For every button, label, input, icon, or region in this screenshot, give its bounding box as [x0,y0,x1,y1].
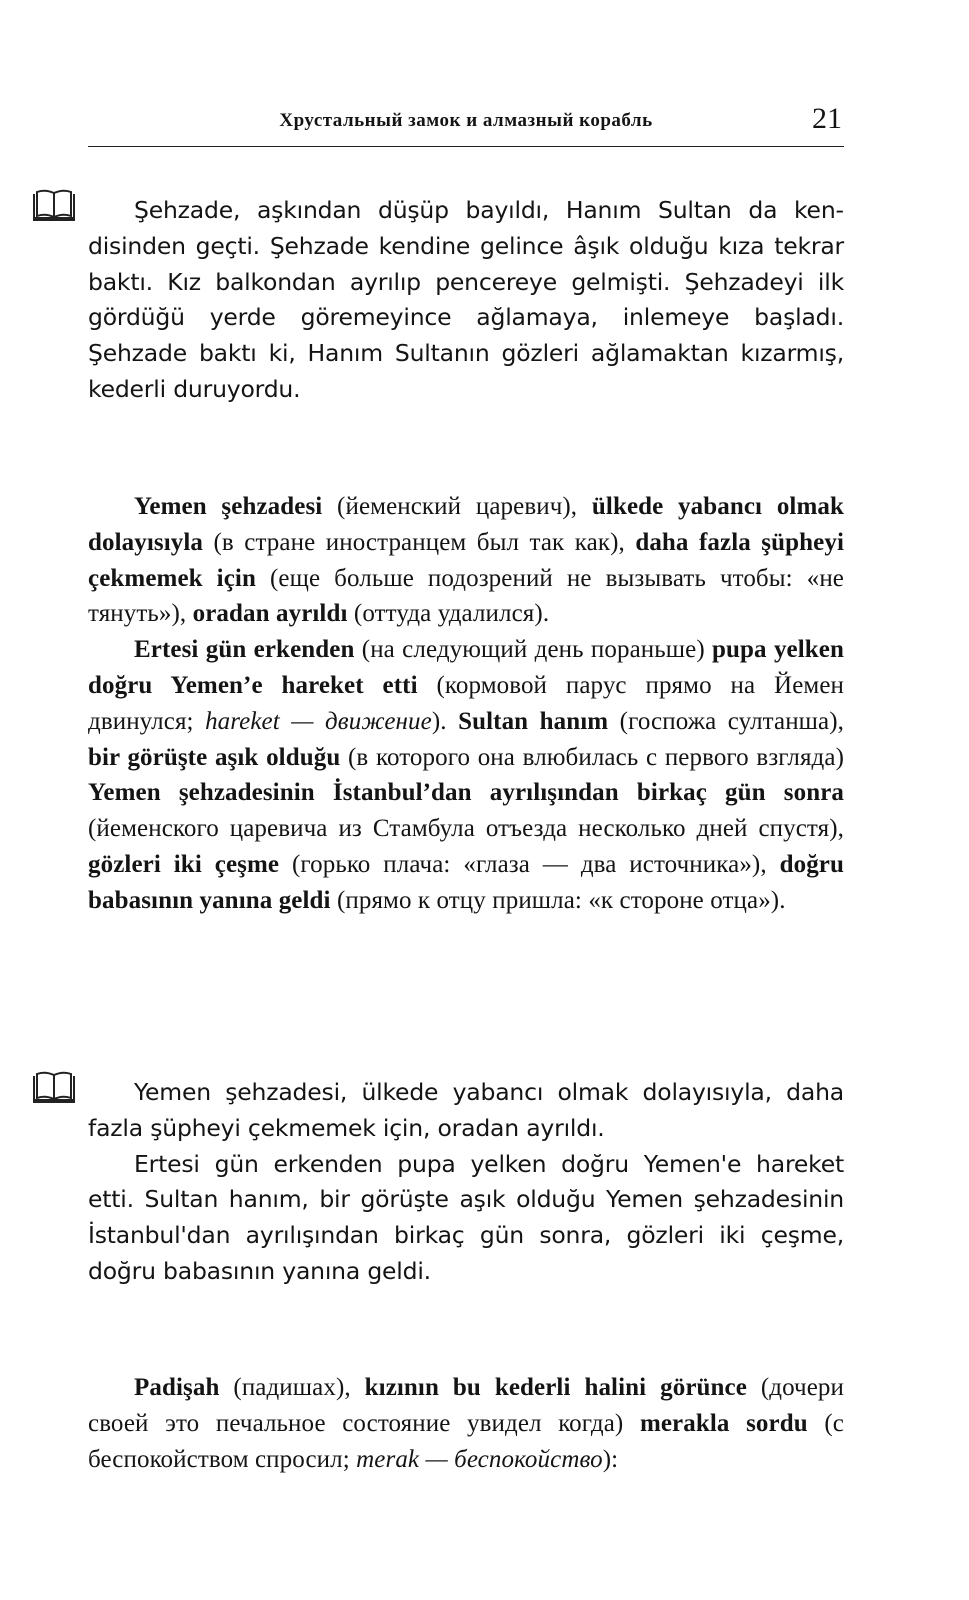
book-icon [30,1070,78,1104]
turkish-paragraph-2 [88,1075,844,1290]
turkish-text: Ertesi gün erkenden pupa yelken doğru Yemen'e hareket etti. Sultan hanım, bir görüşte aşık olduğu Yemen şehzadesinin İstanbul'dan ayrılışından birkaç gün sonra, gözleri iki çeşme, doğru babasının yanına geldi. [88,1149,844,1285]
turkish-text: Şehzade, aşkından düşüp bayıldı, Hanım Sultan da kendisinden geçti. Şehzade kendine gelince âşık olduğu kıza tekrar baktı. Kız balkondan ayrılıp pencereye gelmişti. Şehzadeyi ilk gördüğü yerde göremeyince ağlamaya, inlemeye başladı. Şehzade baktı ki, Hanım Sultanın gözleri ağlamaktan kızarmış, kederli duruyordu. [88,196,844,403]
turkish-text: Yemen şehzadesi, ülkede yabancı olmak dolayısıyla, daha fazla şüpheyi çekmemek için, oradan ayrıldı. [88,1078,844,1142]
bilingual-section-1 [88,489,844,919]
running-header [88,98,844,147]
book-icon [30,188,78,222]
bilingual-paragraph: Ertesi gün erkenden (на следующий день пораньше) pupa yelken doğru Yemen’e hareket etti (кормовой парус прямо на Йемен двинулся; hareket — движение). Sultan hanım (госпожа султанша), bir görüşte aşık olduğu (в которого она влюбилась с первого взгляда) Yemen şehzadesinin İstanbul’dan ayrılışından birkaç gün sonra (йеменского царевича из Стамбула отъезда несколько дней спустя), gözleri iki çeşme (горько плача: «глаза — два источника»), doğru babasının yanına geldi (прямо к отцу пришла: «к стороне отца»). [88,636,845,914]
bilingual-paragraph: Yemen şehzadesi (йеменский царевич), ülkede yabancı olmak dolayısıyla (в стране иностранцем был так как), daha fazla şüpheyi çekmemek için (еще больше подозрений не вызывать чтобы: «не тянуть»), oradan ayrıldı (оттуда удалился). [88,493,844,628]
page-number: 21 [812,102,842,135]
turkish-paragraph-1 [88,193,844,408]
bilingual-section-2 [88,1370,844,1477]
header-title: Хрустальный замок и алмазный корабль [279,110,653,131]
bilingual-paragraph: Padişah (падишах), kızının bu kederli halini görünce (дочери своей это печальное состояние увидел когда) merakla sordu (с беспокойством спросил; merak — беспокойство): [88,1374,844,1473]
